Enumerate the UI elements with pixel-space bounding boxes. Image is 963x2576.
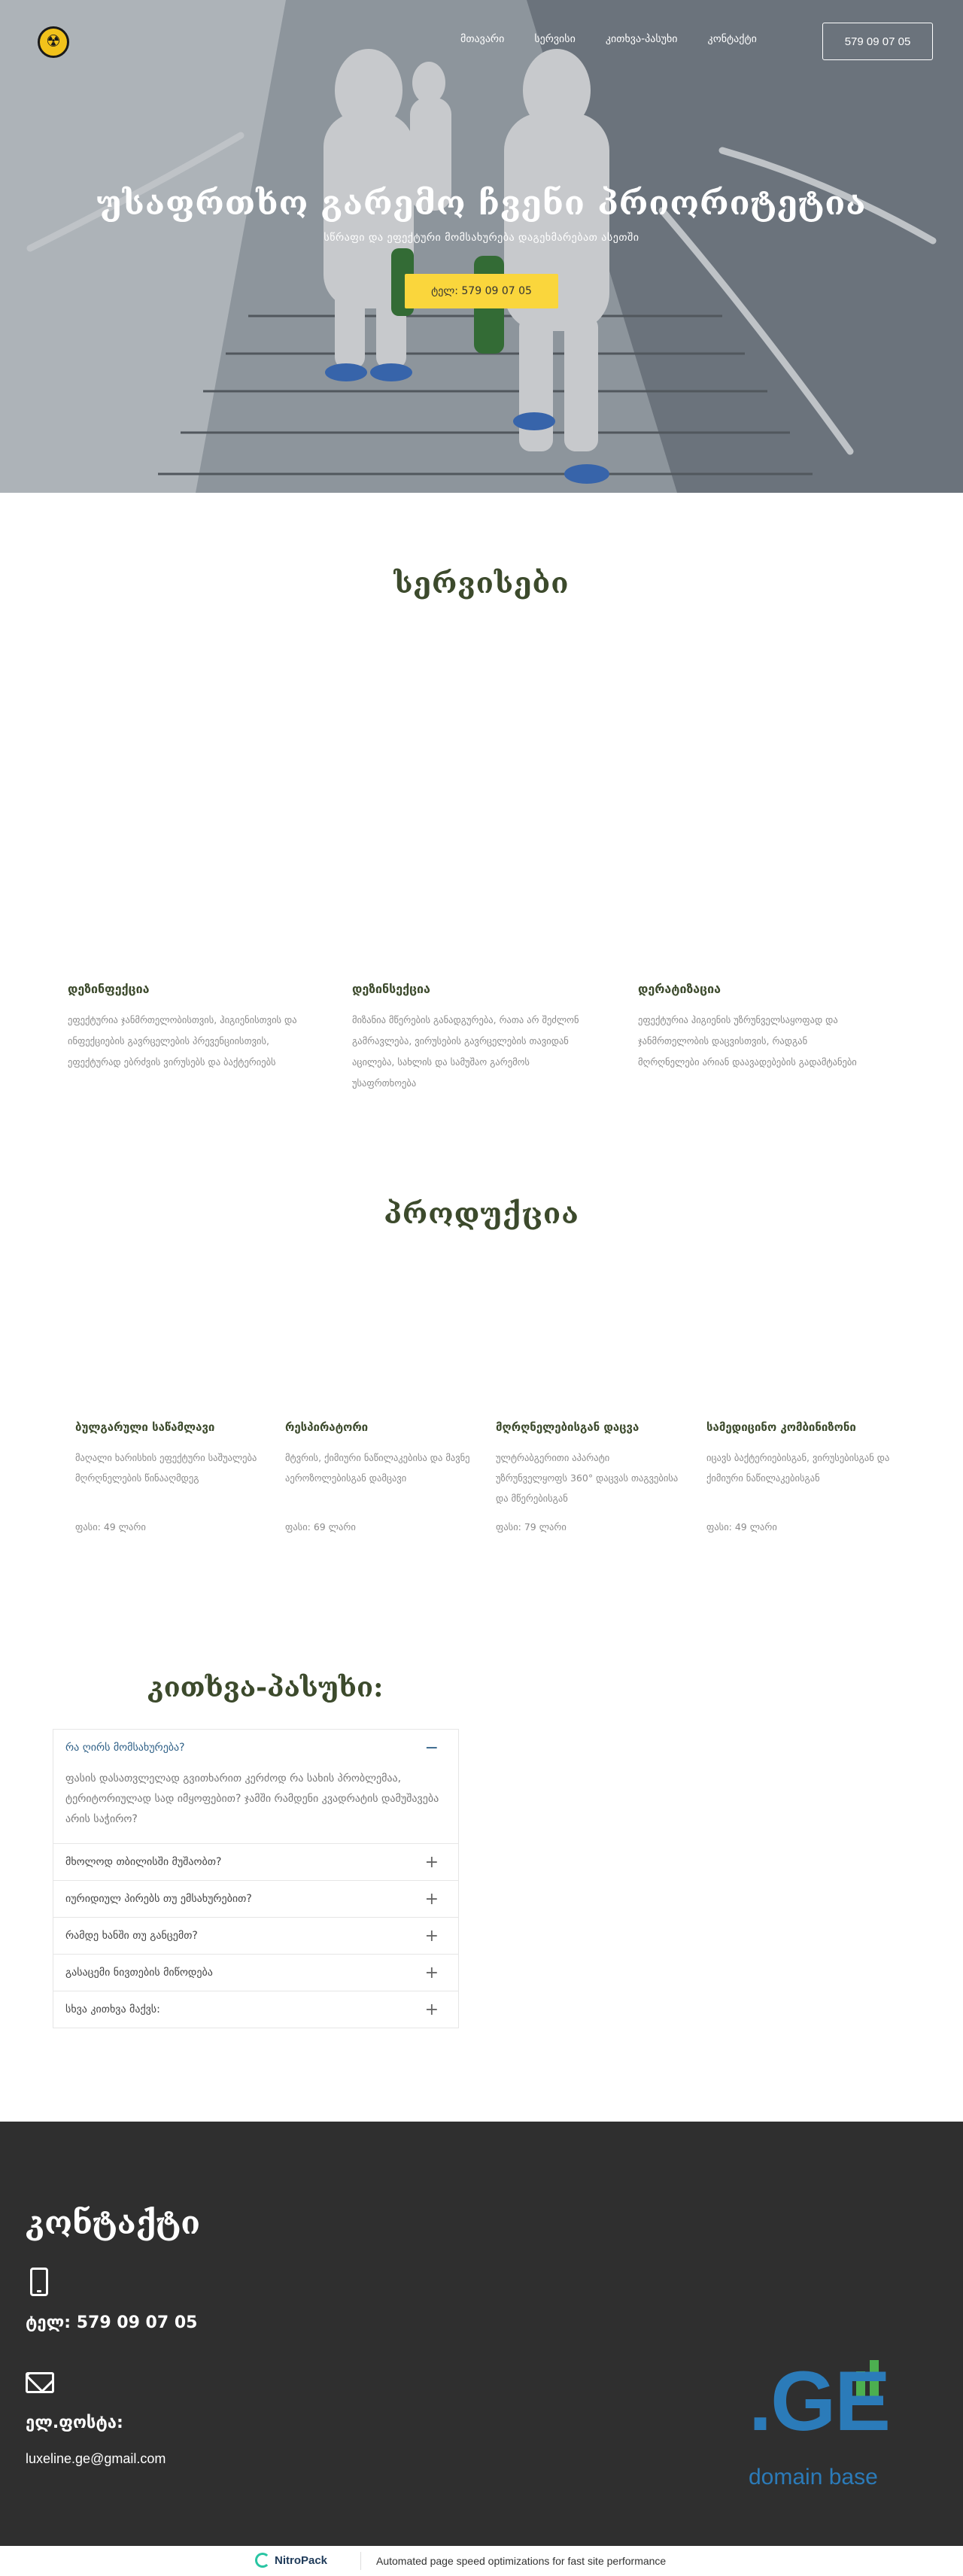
service-text: მიზანია მწერების განადგურება, რათა არ შეძლონ გამრავლება, ვირუსების გავრცელების თავიდან აცილება, სახლის და სამუშაო გარემოს უსაფრთხოება (352, 1014, 579, 1089)
hero-cta-button[interactable]: ტელ: 579 09 07 05 (405, 274, 558, 308)
products-title: პროდუქცია (384, 1196, 579, 1230)
minus-icon[interactable]: − (424, 1738, 439, 1757)
hero-subtitle: სწრაფი და ეფექტური მომსახურება დაგეხმარებათ ასეთში (324, 232, 639, 244)
faq-question-text: გასაცემი ნივთების მიწოდება (65, 1967, 213, 1979)
nitropack-icon (255, 2553, 270, 2568)
contact-email-label: ელ.ფოსტა: (26, 2413, 123, 2432)
faq-item (53, 1917, 458, 1954)
faq-question[interactable] (53, 1918, 458, 1954)
hero-overlay (0, 0, 963, 493)
service-title: დეზინფექცია (68, 982, 150, 996)
plus-icon[interactable]: + (424, 1926, 439, 1946)
faq-question[interactable] (53, 1730, 458, 1766)
nav-home[interactable]: მთავარი (460, 33, 505, 45)
service-text: ეფექტურია ჰიგიენის უზრუნველსაყოფად და ჯანმრთელობის დაცვისთვის, რადგან მღრღნელები არიან დაავადებების გადამტანები (638, 1014, 857, 1068)
product-price: ფასი: 79 ლარი (496, 1521, 567, 1533)
faq-question-text: რამდე ხანში თუ განცემთ? (65, 1930, 198, 1942)
mail-icon (26, 2372, 54, 2393)
nitropack-logo-text: NitroPack (275, 2553, 328, 2567)
product-text: ულტრაბგერითი აპარატი უზრუნველყოფს 360° დაცვას თაგვებისა და მწერებისგან (496, 1452, 679, 1504)
product-price: ფასი: 49 ლარი (706, 1521, 777, 1533)
service-title: დერატიზაცია (638, 982, 721, 996)
faq-answer: ფასის დასათვლელად გვითხარით კერძოდ რა სახის პრობლემაა, ტერიტორიულად სად იმყოფებით? ჯამში რამდენი კვადრატის დამუშავება არის საჭირო? (65, 1773, 439, 1825)
service-title: დეზინსექცია (352, 982, 430, 996)
service-card (68, 982, 301, 1073)
product-text: იცავს ბაქტერიებისგან, ვირუსებისგან და ქიმიური ნაწილაკებისგან (706, 1452, 890, 1484)
domain-badge-caption: domain base (749, 2465, 878, 2489)
product-title: რესპირატორი (285, 1420, 369, 1434)
faq-question-text: იურიდიულ პირებს თუ ემსახურებით? (65, 1893, 252, 1905)
service-text: ეფექტურია ჯანმრთელობისთვის, ჰიგიენისთვის და ინფექციების გავრცელების პრევენციისთვის, ეფექტურად ებრძვის ვირუსებს და ბაქტერიებს (68, 1014, 297, 1068)
faq-item (53, 1991, 458, 2028)
plus-icon[interactable]: + (424, 2000, 439, 2019)
services-title: სერვისები (393, 566, 570, 600)
plus-icon[interactable]: + (424, 1889, 439, 1909)
domain-badge-logo[interactable]: .GE (749, 2354, 889, 2448)
product-card (75, 1420, 263, 1533)
nav-contact[interactable]: კონტაქტი (707, 33, 757, 45)
product-title: მღრღნელებისგან დაცვა (496, 1420, 639, 1434)
nitropack-logo[interactable] (255, 2553, 327, 2568)
phone-icon (30, 2268, 48, 2296)
faq-question[interactable] (53, 1881, 458, 1917)
faq-question[interactable] (53, 1991, 458, 2028)
nav-faq[interactable]: კითხვა-პასუხი (605, 33, 678, 45)
service-card (638, 982, 871, 1073)
faq-title: კითხვა-პასუხი: (147, 1672, 384, 1703)
faq-question[interactable] (53, 1844, 458, 1880)
hero-section (0, 0, 963, 493)
contact-section (0, 2122, 963, 2546)
faq-question[interactable] (53, 1955, 458, 1991)
product-card (285, 1420, 473, 1533)
faq-item (53, 1880, 458, 1917)
faq-item (53, 1954, 458, 1991)
product-text: მტვრის, ქიმიური ნაწილაკებისა და მავნე აეროზოლებისგან დამცავი (285, 1452, 470, 1484)
product-card (706, 1420, 895, 1533)
contact-email[interactable]: luxeline.ge@gmail.com (26, 2451, 166, 2466)
faq-question-text: რა ღირს მომსახურება? (65, 1742, 185, 1754)
product-card (496, 1420, 684, 1533)
product-title: ბულგარული საწამლავი (75, 1420, 215, 1434)
contact-title: კონტაქტი (26, 2204, 201, 2241)
product-text: მაღალი ხარისხის ეფექტური საშუალება მღრღნელების წინააღმდეგ (75, 1452, 257, 1484)
main-nav (460, 33, 787, 45)
faq-accordion (53, 1729, 459, 2028)
nitropack-tagline: Automated page speed optimizations for fast site performance (376, 2555, 667, 2567)
contact-phone[interactable]: ტელ: 579 09 07 05 (26, 2313, 198, 2332)
faq-question-text: მხოლოდ თბილისში მუშაობთ? (65, 1856, 222, 1868)
faq-question-text: სხვა კითხვა მაქვს: (65, 2003, 160, 2016)
radiation-icon[interactable]: ☢ (38, 26, 69, 58)
product-price: ფასი: 49 ლარი (75, 1521, 146, 1533)
faq-item (53, 1843, 458, 1880)
plus-icon[interactable]: + (424, 1963, 439, 1982)
divider (360, 2552, 361, 2570)
product-price: ფასი: 69 ლარი (285, 1521, 356, 1533)
plus-icon[interactable]: + (424, 1852, 439, 1872)
nav-services[interactable]: სერვისი (534, 33, 576, 45)
hero-title: უსაფრთხო გარემო ჩვენი პრიორიტეტია (96, 184, 867, 223)
service-card (352, 982, 585, 1094)
nitropack-bar (0, 2546, 963, 2576)
product-title: სამედიცინო კომბინიზონი (706, 1420, 856, 1434)
header-phone-button[interactable]: 579 09 07 05 (822, 23, 933, 60)
faq-item (53, 1730, 458, 1843)
